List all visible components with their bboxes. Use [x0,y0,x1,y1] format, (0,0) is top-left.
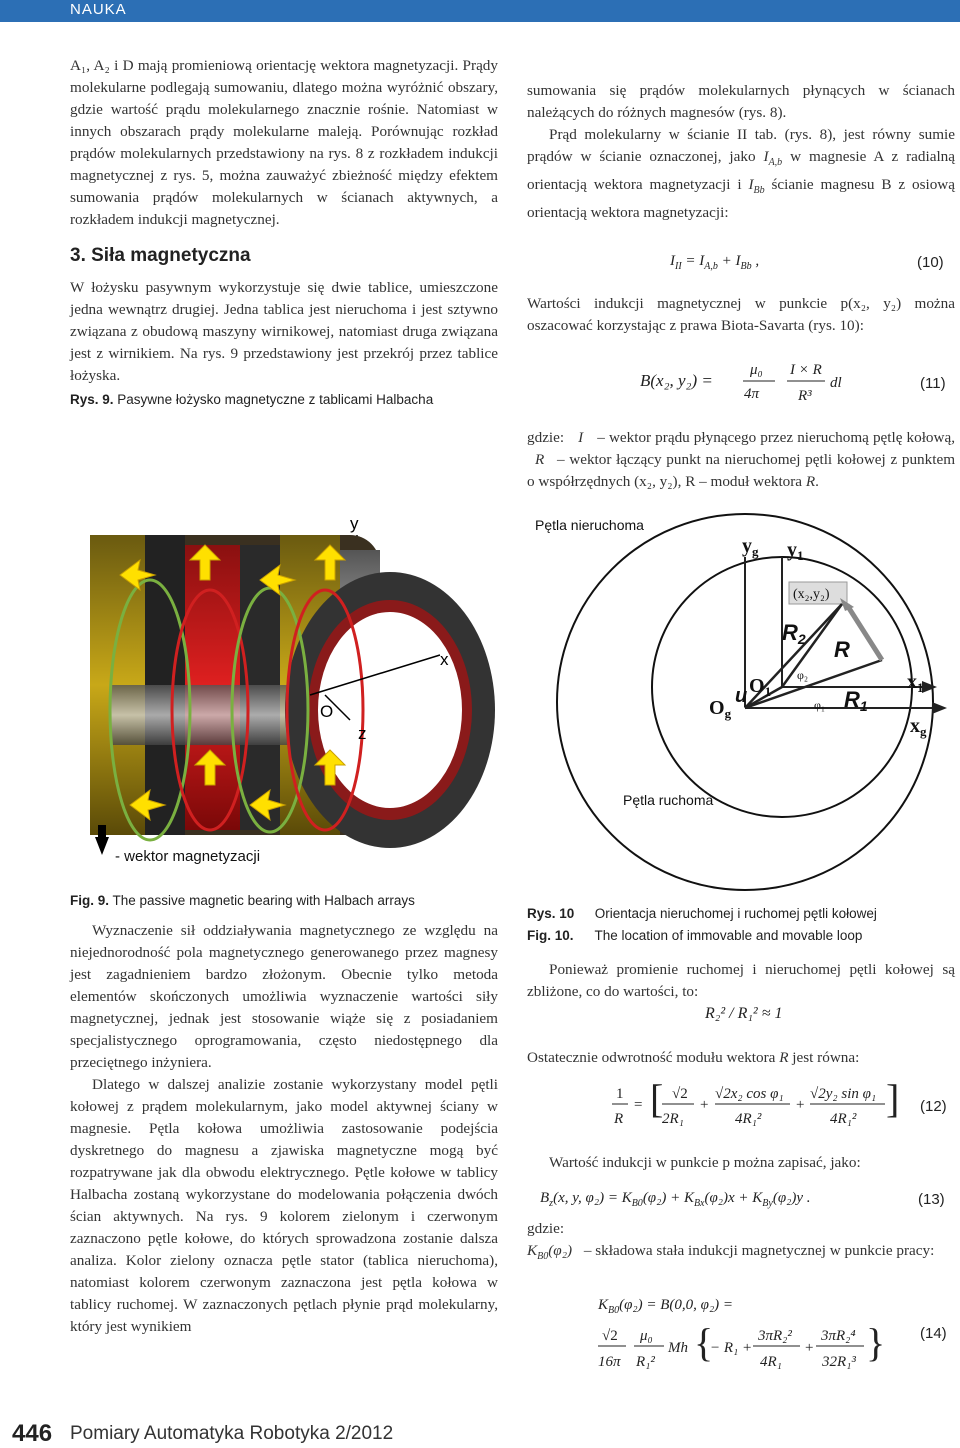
caption-text: Pasywne łożysko magnetyczne z tablicami Halbacha [117,392,434,407]
text-run: – wektor łączący punkt na nieruchomej pętli kołowej z punktem o współrzędnych (x₂, y₂), R – moduł wektora [527,451,956,490]
svg-text:R³: R³ [798,388,812,404]
paragraph: Wyznaczenie sił oddziaływania magnetycznego ze względu na niejednorodność pola magnetycznego generowanego przez magnesy jest zagadnieniem bardzo złożonym. Obecnie tylko metoda elementów skończonych umożliwia wyznaczenie wartości siły magnetycznej, jednak jest stosowanie wiąże się z posiadaniem specjalistycznego oprogramowania, często niedostępnego dla przeciętnego inżyniera. [70,922,498,1071]
svg-text:dl: dl [830,375,842,391]
R1-label: R1 [844,687,868,714]
svg-text:1: 1 [616,1086,624,1102]
svg-text:− R₁ +: − R₁ + [710,1340,753,1356]
equation-14-line1: $K_{B0}(\varphi_2) = B(0,0$, φ₂) = [598,1297,734,1316]
paragraph: Wartość indukcji w punkcie p można zapisać, jako: [549,1154,861,1171]
svg-text:3πR₂⁴: 3πR₂⁴ [821,1328,856,1344]
left-column-bottom [70,890,498,1338]
equation-10: $I_{II} = I_{A,b} + I_{Bb}$ , [670,253,760,272]
equation-14-number: (14) [920,1325,947,1342]
caption-label: Rys. 9. [70,392,114,407]
symbol-I-Ab: $I_{A,b}$ [763,148,783,169]
symbol-I-Bb: $I_{Bb}$ [748,176,765,197]
xg-label: $x_g$ [910,715,927,739]
svg-text:]: ] [886,1078,900,1121]
right-column-mid [527,293,955,337]
equation-approx: R₂² / R₁² ≈ 1 [705,1005,783,1022]
svg-text:4R₁²: 4R₁² [830,1111,857,1127]
svg-text:R: R [614,1111,624,1127]
equation-13-number: (13) [918,1191,945,1208]
paragraph: Ostatecznie odwrotność modułu wektora R jest równa: [527,1049,860,1066]
phi1-label: φ₁ [814,698,826,712]
text-run: – wektor prądu płynącego przez nieruchomą pętlę kołową, [597,429,956,446]
text-run: ścianie magnesu B z osiową orientacją wektora magnetyzacji: [527,176,955,222]
fig10-top-label: Pętla nieruchoma [535,517,644,533]
svg-text:μ₀: μ₀ [750,362,763,378]
svg-text:R₁²: R₁² [636,1354,655,1370]
text-run: jest równa: [792,1049,860,1066]
svg-text:+: + [805,1340,814,1356]
point-label: (x₂,y₂) [793,587,830,602]
caption-label: Rys. 10 [527,906,575,921]
right-column-top [527,80,955,224]
equation-11 [640,356,870,406]
svg-text:[: [ [650,1078,664,1121]
figure-caption-en [70,890,498,912]
svg-text:+: + [796,1097,805,1113]
svg-text:2R₁: 2R₁ [662,1111,684,1127]
svg-text:√2x₂ cos φ₁: √2x₂ cos φ₁ [715,1086,784,1102]
caption-text: Orientacja nieruchomej i ruchomej pętli kołowej [594,906,877,921]
equation-10-number: (10) [917,254,944,271]
svg-text:4R₁: 4R₁ [760,1354,782,1370]
section-label: NAUKA [70,1,127,18]
R-label: R [834,637,850,662]
paragraph: Dlatego w dalszej analizie zostanie wykorzystany model pętli kołowej z prądem molekularnym, jako model aktywnej ściany w magnesie. Pętla kołowa umożliwia zastosowanie podejścia dyskretnego do magnesu a zjawiska magnetyczne mogą być rozpatrywane jak dla obwodu elektrycznego. Pętle kołowe w tablicy Halbacha zostaną wykorzystane do modelowania połączenia dwóch ścian aktywnych. Na rys. 9 kolorem zielonym i czerwonym zaznaczono pętle kołowe, do których sprowadzona zostanie dalsza analiza. Kolor zielony oznacza pętle stator (tablica nieruchoma), natomiast kolorem czerwonym zaznaczona jest pętla kołowa w tablicy ruchomej. W zaznaczonych pętlach płynie prąd molekularny, który jest wynikiem [70,1076,498,1335]
svg-text:μ₀: μ₀ [640,1328,653,1344]
legend-text: - wektor magnetyzacji [115,848,261,865]
paragraph: gdzie: I – wektor prądu płynącego przez nieruchomą pętlę kołową, R – wektor łączący punkt na nieruchomej pętli kołowej z punktem o współrzędnych (x₂, y₂), R – moduł wektora R. [527,429,956,490]
paragraph: Wartości indukcji magnetycznej w punkcie p(x₂, y₂) można oszacować korzystając z prawa Biota-Savarta (rys. 10): [527,295,955,334]
equation-12-number: (12) [920,1098,947,1115]
x1-label: $x_1$ [907,671,924,695]
figure-9-halbach-bearing [60,505,510,875]
section-heading: 3. Siła magnetyczna [70,245,251,266]
gdzie-label: gdzie: [527,1220,565,1237]
paragraph: W łożysku pasywnym wykorzystuje się dwie tablice, umieszczone jedna wewnątrz drugiej. Jedna tablica jest nieruchoma i jest sztywno związana z obudową maszyny wirnikowej, natomiast druga związana jest z wirnikiem. Na rys. 9 przedstawiony jest przekrój przez tablice łożyska. [70,279,498,384]
y1-label: $y_1$ [787,539,804,563]
paragraph [527,124,955,224]
paragraph: sumowania się prądów molekularnych płynących w ścianach należących do różnych magnesów (rys. 8). [527,82,955,121]
svg-text:B(x₂, y₂) =: B(x₂, y₂) = [640,371,713,390]
right-column-gdzie [527,427,955,493]
right-column-bottom [527,903,955,1003]
vector-R [847,605,882,660]
caption-text: The location of immovable and movable loop [594,928,863,943]
u-label: u [735,685,748,707]
svg-text:4R₁²: 4R₁² [735,1111,762,1127]
equation-14 [598,1322,898,1374]
figure-10-caption-pl [527,903,955,925]
Og-label: $O_g$ [709,697,732,721]
section-header [0,0,960,22]
journal-title: Pomiary Automatyka Robotyka 2/2012 [70,1423,394,1444]
phi2-label: φ₂ [797,668,809,682]
yg-label: $y_g$ [742,535,759,559]
right-column-para6 [527,1047,955,1069]
paragraph: A₁, A₂ i D mają promieniową orientację wektora magnetyzacji. Prądy molekularne podlegają sumowaniu, dlatego można wyróżnić obszary, gdzie wartość prądu molekularnego znacznie rośnie. Natomiast w innych obszarach prądy molekularne maleją. Porównując rozkład prądów molekularnych przedstawiony na rys. 8 z rozkładem indukcji magnetycznej z rys. 5, można zauważyć zbieżność między efektem sumowania prądów molekularnych w ścianach aktywnych, a rozkładem indukcji magnetycznej. [70,57,498,228]
axis-y-label: y [350,514,359,533]
page-number: 446 [12,1420,53,1447]
figure-10-caption-en [527,925,955,947]
figure-10-loop-orientation [527,512,957,892]
svg-text:√2y₂ sin φ₁: √2y₂ sin φ₁ [810,1086,877,1102]
O1-label: $O_1$ [749,675,772,699]
figure-caption-pl [70,389,498,411]
svg-text:√2: √2 [672,1086,688,1102]
svg-text:{: { [694,1322,714,1365]
axis-z-label: z [358,724,367,743]
svg-text:}: } [866,1322,886,1365]
fig10-bottom-label: Pętla ruchoma [623,792,714,808]
paragraph: $K_{B0}(\varphi_2)$ – składowa stała indukcji magnetycznej w punkcie pracy: [527,1242,935,1263]
svg-text:16π: 16π [598,1354,621,1370]
svg-text:Mh: Mh [668,1340,688,1356]
equation-11-number: (11) [920,375,946,392]
svg-text:+: + [700,1097,709,1113]
left-column-top [70,55,498,411]
svg-text:3πR₂²: 3πR₂² [758,1328,792,1344]
svg-text:4π: 4π [744,386,760,402]
svg-text:32R₁³: 32R₁³ [822,1354,856,1370]
axis-x-label: x [440,650,449,669]
vector-phi2-line [782,604,842,687]
caption-label: Fig. 9. [70,893,110,908]
R2-label: R2 [782,620,806,647]
text-run: gdzie: [527,429,565,446]
svg-text:I × R: I × R [790,362,822,378]
caption-label: Fig. 10. [527,928,574,943]
text-run: w magnesie A z radialną orientacją wektora magnetyzacji i [527,148,956,194]
paragraph: Ponieważ promienie ruchomej i nieruchomej pętli kołowej są zbliżone, co do wartości, to: [527,961,955,1000]
svg-text:=: = [634,1097,643,1113]
caption-text: The passive magnetic bearing with Halbach arrays [112,893,415,908]
right-column-para8 [527,1218,955,1268]
text-run: – składowa stała indukcji magnetycznej w punkcie pracy: [583,1242,935,1259]
text-run: Ostatecznie odwrotność modułu wektora [527,1049,776,1066]
text-run: Prąd molekularny w ścianie II tab. (rys. 8), jest równy sumie prądów w ścianie oznaczonej, jako [527,126,955,165]
svg-text:√2: √2 [602,1328,618,1344]
equation-12 [610,1078,900,1138]
right-column-para7 [527,1152,955,1174]
equation-13: $B_z(x$, y, $\varphi_2) = K_{B0}(\varphi_2) + K_{Bx}(\varphi_2)x + K_{By}(\varphi_2)y$ . [540,1190,811,1209]
origin-label: O [320,702,334,721]
